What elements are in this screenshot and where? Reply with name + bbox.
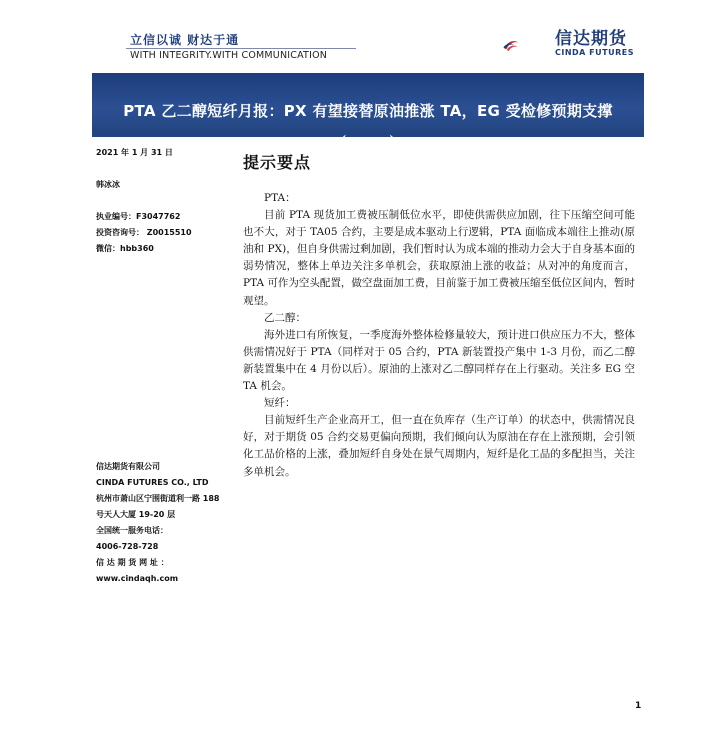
slogan-chinese: 立信以诚 财达于通: [130, 33, 240, 47]
psf-label: 短纤：: [264, 397, 296, 410]
slogan-divider: [126, 48, 356, 49]
hotline-number: 4006-728-728: [96, 542, 159, 551]
website-label: 信 达 期 货 网 址 ：: [96, 558, 169, 567]
company-address: 杭州市萧山区宁围街道利一路 188 号天人大厦 19-20 层: [96, 494, 220, 519]
pta-label: PTA：: [264, 192, 296, 204]
report-date: 2021 年 1 月 31 日: [96, 148, 173, 157]
company-info: [96, 459, 228, 587]
page-number: 1: [635, 701, 642, 711]
report-title: PTA 乙二醇短纤月报：PX 有望接替原油推涨 TA，EG 受检修预期支撑（2102）: [123, 102, 613, 152]
company-name: 信达期货有限公司: [96, 462, 160, 471]
author-credentials: [96, 209, 192, 257]
summary-body: [243, 190, 635, 481]
advisor-number: 投资咨询号： Z0015510: [96, 228, 192, 237]
pta-paragraph: 目前 PTA 现货加工费被压制低位水平，即使供需供应加剧，往下压缩空间可能也不大，对于 TA05 合约，主要是成本驱动上行逻辑，PTA 面临成本端往上推动(原油和 PX)，但自身供需过剩加剧，我们暂时认为成本端的推动力会大于自身基本面的弱势情况，整体上单边关注多单机会，获取原油上涨的收益；从对冲的角度而言，PTA 可作为空头配置，做空盘面加工费，目前鉴于加工费被压缩至低位区间内，暂时观望。: [243, 209, 635, 307]
license-number: 执业编号：F3047762: [96, 212, 181, 221]
eg-label: 乙二醇：: [264, 311, 306, 324]
hotline-label: 全国统一服务电话：: [96, 526, 168, 535]
eg-paragraph: 海外进口有所恢复，一季度海外整体检修量较大，预计进口供应压力不大，整体供需情况好于 PTA（同样对于 05 合约，PTA 新装置投产集中 1-3 月份，而乙二醇新装置集中在 4 月份以后）。原油的上涨对乙二醇同样存在上行驱动。关注多 EG 空 TA 机会。: [243, 328, 635, 393]
slogan-english: WITH INTEGRITY.WITH COMMUNICATION: [130, 50, 328, 61]
title-banner: [92, 73, 644, 152]
logo-text-chinese: 信达期货: [555, 29, 627, 49]
cinda-logo-icon: [502, 22, 554, 68]
section-heading: 提示要点: [243, 153, 312, 172]
logo-text-english: CINDA FUTURES: [555, 48, 634, 57]
psf-paragraph: 目前短纤生产企业高开工，但一直在负库存（生产订单）的状态中，供需情况良好，对于期货 05 合约交易更偏向预期，我们倾向认为原油在存在上涨预期，会引领化工品价格的上涨，叠加短纤自身处在景气周期内，短纤是化工品的多配担当，关注多单机会。: [243, 414, 635, 478]
company-name-english: CINDA FUTURES CO., LTD: [96, 478, 209, 487]
website-link[interactable]: www.cindaqh.com: [96, 574, 179, 583]
wechat-id: 微信：hbb360: [96, 244, 154, 253]
author-name: 韩冰冰: [96, 180, 120, 189]
